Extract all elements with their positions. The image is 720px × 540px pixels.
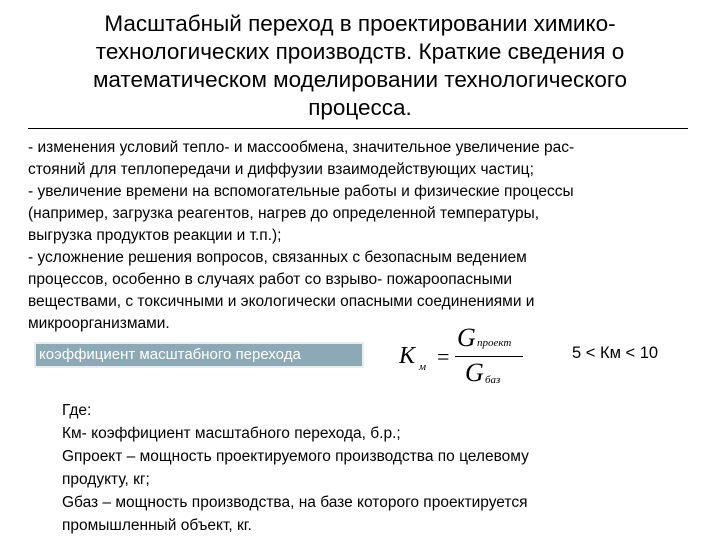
formula-denominator-subscript: баз [485, 374, 501, 386]
title-line: Масштабный переход в проектировании химико- [104, 11, 616, 36]
coefficient-label-box [34, 342, 364, 368]
title-line: математическом моделировании технологического [92, 67, 628, 92]
title-line: технологических производств. Краткие сведения о [95, 39, 625, 64]
definitions-block [62, 399, 682, 537]
body-line: веществами, с токсичными и экологически опасными соединениями и [28, 293, 535, 310]
title-divider [28, 128, 688, 129]
formula-equals: = [437, 344, 450, 369]
fraction-line [455, 356, 523, 357]
definition-line: промышленный объект, кг. [62, 517, 252, 534]
body-line: - увеличение времени на вспомогательные работы и физические процессы [28, 183, 574, 200]
body-text [28, 137, 688, 335]
body-line: выгрузка продуктов реакции и т.п.); [28, 227, 282, 244]
body-line: процессов, особенно в случаях работ со взрыво- пожароопасными [28, 271, 513, 288]
body-line: микроорганизмами. [28, 315, 170, 332]
formula-k: K [399, 343, 416, 369]
formula-denominator: G [465, 358, 484, 387]
slide-title [40, 10, 680, 122]
coefficient-range: 5 < Км < 10 [572, 344, 659, 362]
body-line: стояний для теплопередачи и диффузии взаимодействующих частиц; [28, 161, 534, 178]
coefficient-label: коэффициент масштабного перехода [39, 346, 301, 363]
body-line: (например, загрузка реагентов, нагрев до определенной температуры, [28, 205, 540, 222]
definition-line: Gбаз – мощность производства, на базе которого проектируется [62, 494, 528, 511]
title-line: процесса. [308, 95, 412, 120]
definition-line: Где: [62, 402, 92, 419]
definition-line: Gпроект – мощность проектируемого производства по целевому [62, 448, 529, 465]
scale-formula [395, 322, 535, 388]
body-line: - усложнение решения вопросов, связанных с безопасным ведением [28, 249, 527, 266]
formula-numerator-subscript: проект [477, 337, 512, 349]
definition-line: продукту, кг; [62, 471, 150, 488]
definition-line: Км- коэффициент масштабного перехода, б.р.; [62, 425, 401, 442]
formula-k-subscript: м [419, 361, 427, 373]
formula-numerator: G [457, 323, 476, 352]
body-line: - изменения условий тепло- и массообмена, значительное увеличение рас- [28, 139, 575, 156]
